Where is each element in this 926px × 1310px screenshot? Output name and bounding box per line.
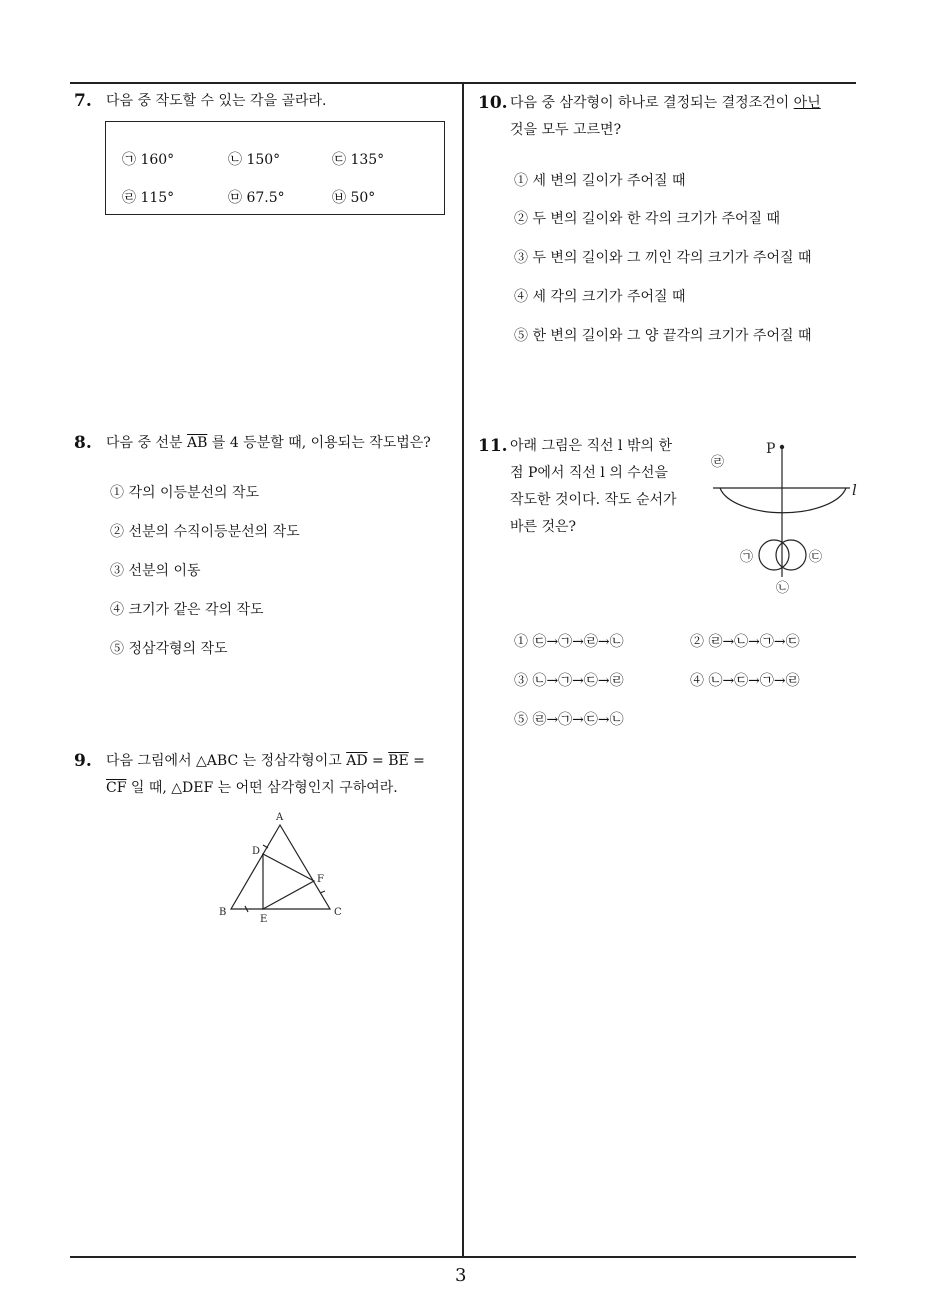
q9-number: 9. (74, 751, 92, 771)
q11-line: 점 P에서 직선 l 의 수선을 (510, 465, 668, 481)
q10-text: 다음 중 삼각형이 하나로 결정되는 결정조건이 (510, 95, 790, 111)
q7-choice: ㉡ 150° (228, 152, 281, 168)
q11-option: ① ㉢→㉠→㉣→㉡ (514, 634, 624, 650)
q8-text-after: 를 4 등분할 때, 이용되는 작도법은? (211, 435, 431, 451)
q10-line2: 것을 모두 고르면? (510, 122, 622, 138)
q9-line1 (106, 748, 425, 775)
bottom-rule (70, 1256, 856, 1258)
q9-equals: = (413, 753, 425, 769)
q7-choice: ㉤ 67.5° (228, 190, 285, 206)
q9-label-c: C (334, 907, 342, 918)
q8-number: 8. (74, 433, 92, 453)
q9-label-b: B (219, 907, 227, 918)
q9-segment-cf: $\overline{CF}$ (106, 780, 127, 796)
page-number: 3 (455, 1265, 467, 1286)
q10-option: ② 두 변의 길이와 한 각의 크기가 주어질 때 (514, 211, 780, 227)
q11-option: ③ ㉡→㉠→㉢→㉣ (514, 673, 624, 689)
q10-emphasis: 아닌 (793, 95, 821, 111)
q8-text-before: 다음 중 선분 (106, 435, 183, 451)
q11-line: 바른 것은? (510, 519, 577, 535)
q8-option: ① 각의 이등분선의 작도 (110, 485, 260, 501)
q7-text: 다음 중 작도할 수 있는 각을 골라라. (106, 93, 327, 109)
q7-choice: ㉠ 160° (122, 152, 175, 168)
q11-number: 11. (478, 436, 508, 456)
q9-triangle-figure (210, 805, 360, 930)
q7-choice: ㉣ 115° (122, 190, 175, 206)
q8-segment-ab: $\overline{AB}$ (186, 435, 208, 451)
q10-option: ③ 두 변의 길이와 그 끼인 각의 크기가 주어질 때 (514, 250, 812, 266)
q9-label-f: F (317, 874, 324, 885)
q10-option: ⑤ 한 변의 길이와 그 양 끝각의 크기가 주어질 때 (514, 328, 812, 344)
q8-text (106, 430, 431, 457)
q8-option: ② 선분의 수직이등분선의 작도 (110, 524, 300, 540)
q8-option: ③ 선분의 이동 (110, 563, 201, 579)
column-divider (462, 82, 464, 1258)
q9-label-e: E (260, 914, 268, 925)
q7-choice: ㉥ 50° (332, 190, 376, 206)
q9-label-d: D (252, 846, 261, 857)
q11-option: ② ㉣→㉡→㉠→㉢ (690, 634, 800, 650)
q11-label-step-d: ㉢ (809, 550, 823, 565)
q8-option: ④ 크기가 같은 각의 작도 (110, 602, 264, 618)
q9-segment-be: $\overline{BE}$ (388, 753, 409, 769)
q11-line: 작도한 것이다. 작도 순서가 (510, 492, 677, 508)
q11-label-l: l (852, 481, 857, 499)
q11-line: 아래 그림은 직선 l 밖의 한 (510, 438, 672, 454)
q11-option: ⑤ ㉣→㉠→㉢→㉡ (514, 712, 624, 728)
q10-option: ① 세 변의 길이가 주어질 때 (514, 173, 686, 189)
q9-text: 일 때, △DEF 는 어떤 삼각형인지 구하여라. (130, 780, 398, 796)
q11-label-step-g: ㉠ (740, 550, 754, 565)
q9-segment-ad: $\overline{AD}$ (346, 753, 368, 769)
q8-option: ⑤ 정삼각형의 작도 (110, 641, 228, 657)
q11-label-step-r: ㉣ (711, 455, 725, 470)
q10-number: 10. (478, 93, 508, 113)
q7-choice: ㉢ 135° (332, 152, 385, 168)
q10-line1 (510, 90, 821, 117)
q9-text: 다음 그림에서 △ABC 는 정삼각형이고 (106, 753, 342, 769)
q9-line2 (106, 775, 398, 802)
q11-option: ④ ㉡→㉢→㉠→㉣ (690, 673, 800, 689)
q11-label-p: P (766, 441, 776, 457)
q10-option: ④ 세 각의 크기가 주어질 때 (514, 289, 686, 305)
q9-label-a: A (276, 812, 284, 823)
q9-equals: = (372, 753, 384, 769)
q7-number: 7. (74, 91, 92, 111)
q11-label-step-n: ㉡ (776, 581, 790, 596)
q11-perpendicular-figure (700, 435, 865, 600)
